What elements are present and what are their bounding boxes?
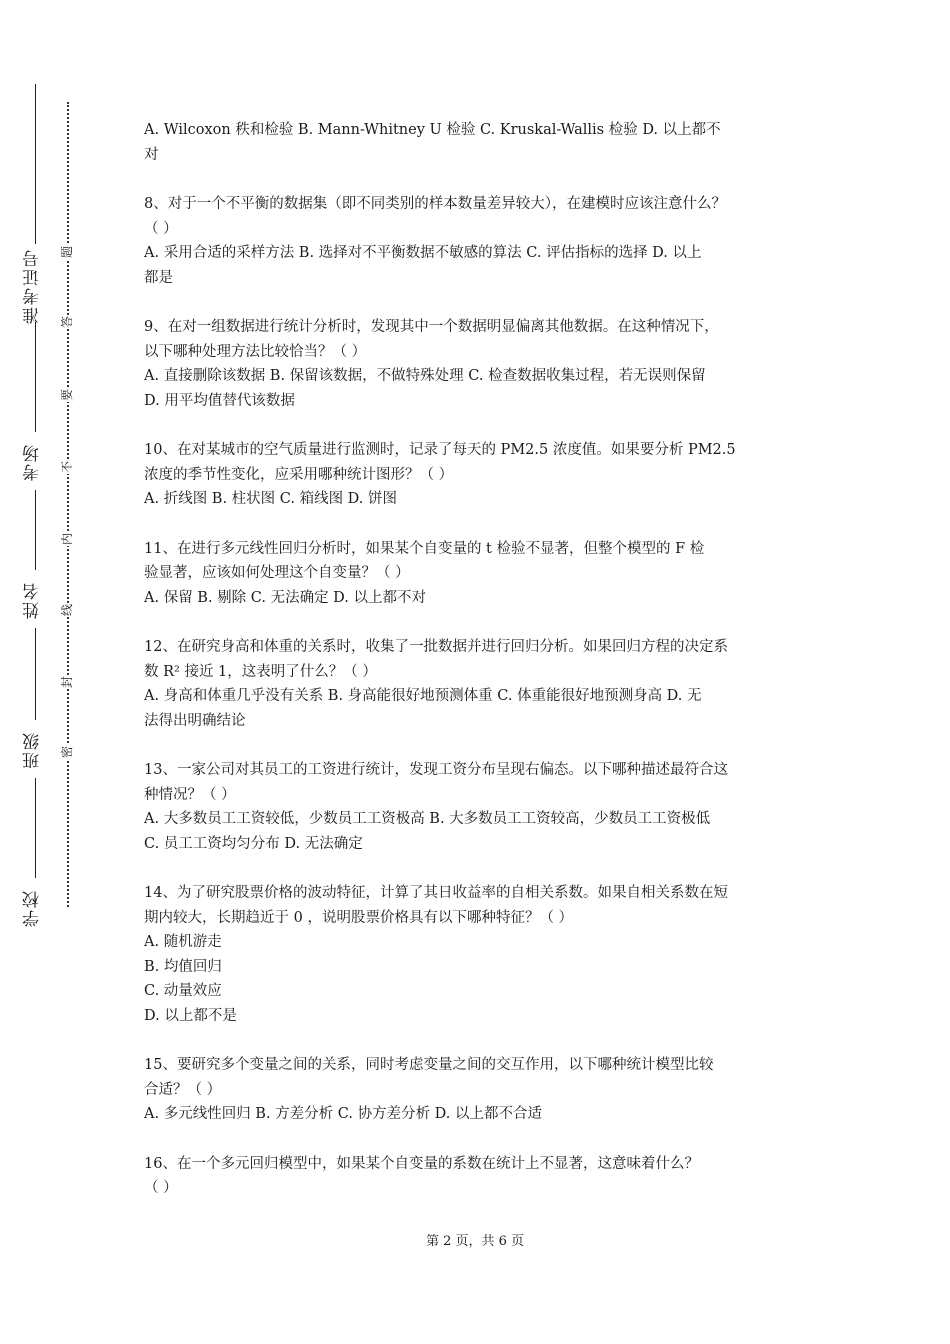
answer-options: A. 大多数员工工资较低，少数员工工资极高 B. 大多数员工工资较高，少数员工工资极低: [144, 811, 711, 827]
question-block: [144, 315, 816, 413]
answer-options: A. Wilcoxon 秩和检验 B. Mann-Whitney U 检验 C. Kruskal-Wallis 检验 D. 以上都不: [144, 122, 721, 138]
seal-char: 密: [60, 746, 74, 759]
question-block: [144, 438, 816, 512]
question-block: [144, 758, 816, 856]
answer-options: D. 用平均值替代该数据: [144, 392, 295, 409]
question-text: 期内较大，长期趋近于 0 ，说明股票价格具有以下哪种特征？（ ）: [144, 909, 574, 926]
question-block: [144, 118, 816, 167]
binding-margin: [0, 0, 100, 1344]
seal-char: 答: [60, 316, 74, 329]
answer-options: 法得出明确结论: [144, 712, 246, 729]
answer-options: A. 直接删除该数据 B. 保留该数据，不做特殊处理 C. 检查数据收集过程，若无误则保留: [144, 368, 706, 384]
answer-options: A. 多元线性回归 B. 方差分析 C. 协方差分析 D. 以上都不合适: [144, 1106, 543, 1122]
question-text: 种情况？（ ）: [144, 786, 236, 803]
question-text: 合适？（ ）: [144, 1081, 222, 1098]
margin-rule: [35, 778, 36, 878]
answer-options: A. 采用合适的采样方法 B. 选择对不平衡数据不敏感的算法 C. 评估指标的选择 D. 以上: [144, 245, 702, 261]
answer-option: C. 动量效应: [144, 983, 222, 999]
seal-char: 内: [60, 533, 74, 546]
label-name: 姓名: [23, 581, 43, 619]
margin-rule: [35, 490, 36, 570]
answer-options: 都是: [144, 269, 173, 286]
seal-dotted-line: [67, 102, 69, 907]
question-text: （ ）: [144, 220, 178, 237]
page-number: 第 2 页，共 6 页: [425, 1234, 525, 1249]
question-text: 浓度的季节性变化，应采用哪种统计图形？（ ）: [144, 466, 454, 483]
seal-char: 题: [60, 246, 74, 259]
answer-option: B. 均值回归: [144, 958, 222, 975]
question-text: 12、在研究身高和体重的关系时，收集了一批数据并进行回归分析。如果回归方程的决定系: [144, 639, 728, 655]
question-text: 15、要研究多个变量之间的关系，同时考虑变量之间的交互作用，以下哪种统计模型比较: [144, 1057, 714, 1073]
seal-char: 封: [60, 676, 74, 689]
question-block: [144, 1152, 816, 1201]
question-text: 以下哪种处理方法比较恰当？（ ）: [144, 343, 367, 360]
label-exam-room: 考场: [23, 443, 43, 481]
margin-rule: [35, 322, 36, 432]
question-text: 验显著，应该如何处理这个自变量？（ ）: [144, 565, 410, 581]
question-text: 数 R² 接近 1，这表明了什么？（ ）: [144, 663, 377, 680]
seal-char: 线: [60, 604, 74, 617]
question-text: 16、在一个多元回归模型中，如果某个自变量的系数在统计上不显著，这意味着什么？: [144, 1155, 699, 1172]
answer-options: A. 保留 B. 剔除 C. 无法确定 D. 以上都不对: [144, 589, 427, 606]
margin-rule: [35, 628, 36, 720]
question-text: 13、一家公司对其员工的工资进行统计，发现工资分布呈现右偏态。以下哪种描述最符合这: [144, 762, 728, 778]
answer-options: A. 折线图 B. 柱状图 C. 箱线图 D. 饼图: [144, 491, 398, 507]
answer-options: 对: [144, 146, 159, 163]
answer-option: D. 以上都不是: [144, 1007, 237, 1024]
question-block: [144, 1053, 816, 1127]
question-block: [144, 881, 816, 1028]
answer-options: A. 身高和体重几乎没有关系 B. 身高能很好地预测体重 C. 体重能很好地预测身高 D. 无: [144, 688, 702, 704]
seal-char: 要: [60, 389, 74, 402]
question-text: 10、在对某城市的空气质量进行监测时，记录了每天的 PM2.5 浓度值。如果要分析 PM2.5: [144, 442, 736, 458]
answer-option: A. 随机游走: [144, 934, 222, 950]
question-block: [144, 537, 816, 611]
label-class: 班级: [23, 731, 43, 769]
question-text: 14、为了研究股票价格的波动特征，计算了其日收益率的自相关系数。如果自相关系数在短: [144, 885, 728, 901]
answer-options: C. 员工工资均匀分布 D. 无法确定: [144, 835, 363, 852]
question-block: [144, 635, 816, 733]
question-text: 11、在进行多元线性回归分析时，如果某个自变量的 t 检验不显著，但整个模型的 F 检: [144, 540, 705, 557]
margin-rule: [35, 84, 36, 244]
question-text: （ ）: [144, 1180, 178, 1196]
question-list: [144, 118, 816, 1201]
label-exam-number: 准考证号: [23, 248, 43, 324]
seal-char: 不: [60, 461, 74, 474]
question-block: [144, 192, 816, 290]
question-text: 9、在对一组数据进行统计分析时，发现其中一个数据明显偏离其他数据。在这种情况下，: [144, 319, 719, 335]
question-text: 8、对于一个不平衡的数据集（即不同类别的样本数量差异较大），在建模时应该注意什么？: [144, 196, 726, 212]
label-school: 学校: [23, 889, 43, 927]
